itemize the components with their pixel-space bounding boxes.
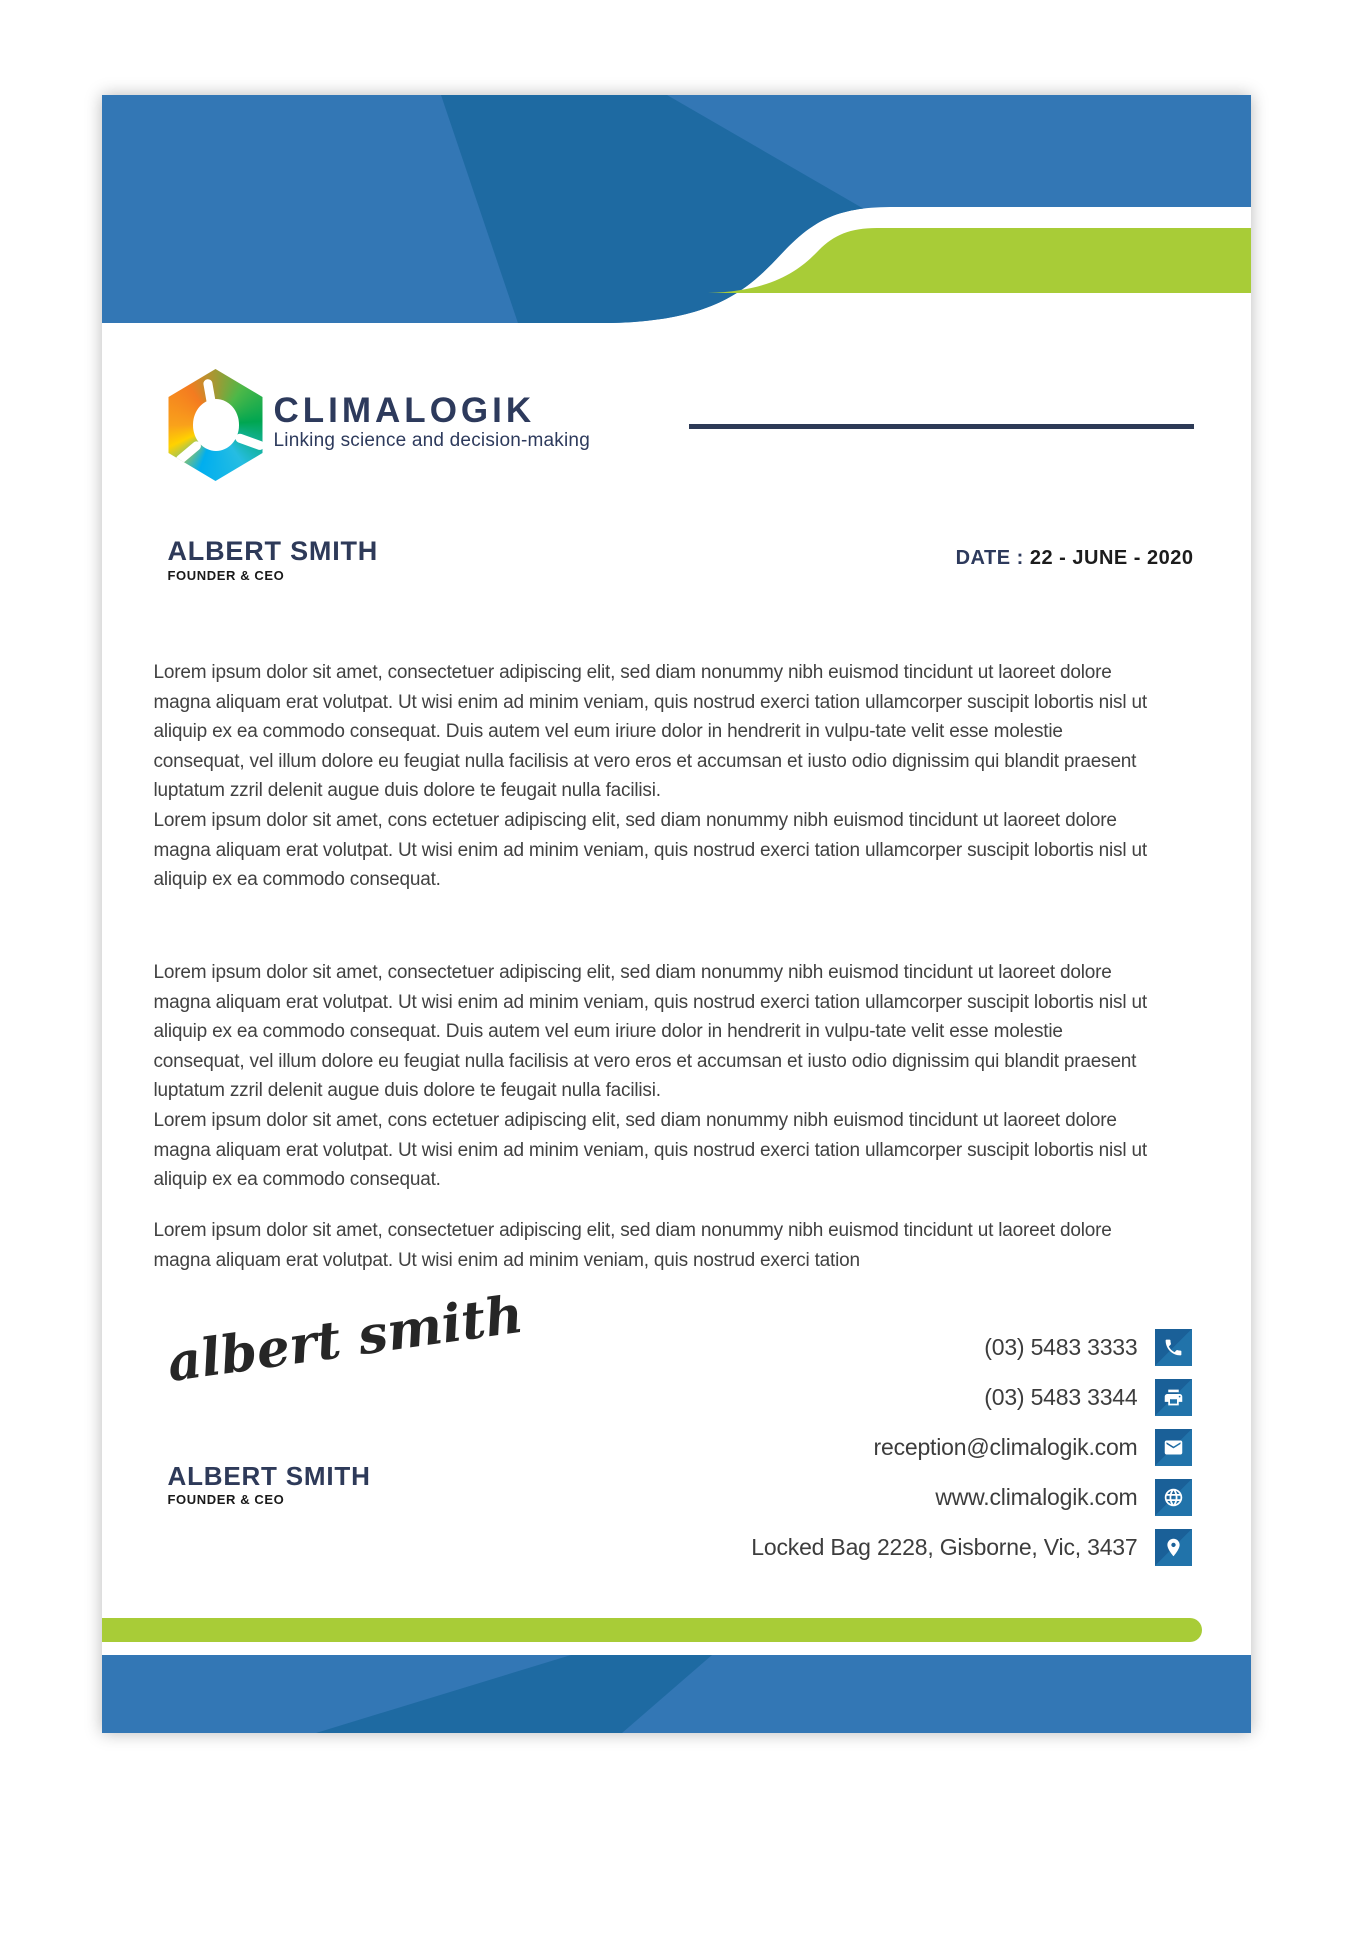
postal-address: Locked Bag 2228, Gisborne, Vic, 3437 <box>751 1534 1138 1560</box>
globe-icon <box>1155 1479 1192 1516</box>
header-graphic <box>102 95 1251 335</box>
body-paragraph: Lorem ipsum dolor sit amet, consectetuer adipiscing elit, sed diam nonummy nibh euismod tincidunt ut laoreet dolore magna aliquam erat volutpat. Ut wisi enim ad minim veniam, quis nostrud exerci tation ullamcorper suscipit lobortis nisl ut aliquip ex ea commodo consequat. Duis autem vel eum iriure dolor in hendrerit in vulpu-tate velit esse molestie consequat, vel illum dolore eu feugiat nulla facilisis at vero eros et accumsan et iusto odio dignissim qui blandit praesent luptatum zzril delenit augue duis dolore te feugait nulla facilisi. <box>153 662 1147 801</box>
date-line <box>956 547 1194 570</box>
header-divider-line <box>689 424 1194 429</box>
phone-icon <box>1155 1329 1192 1366</box>
logo-swirl-notch <box>174 440 203 466</box>
body-paragraph: Lorem ipsum dolor sit amet, cons ectetuer adipiscing elit, sed diam nonummy nibh euismod tincidunt ut laoreet dolore magna aliquam erat volutpat. Ut wisi enim ad minim veniam, quis nostrud exerci tation ullamcorper suscipit lobortis nisl ut aliquip ex ea commodo consequat. <box>153 1110 1147 1190</box>
location-pin-icon <box>1155 1529 1192 1566</box>
contact-block <box>751 1329 1191 1566</box>
date-value: 22 - JUNE - 2020 <box>1029 547 1194 569</box>
sender-block <box>168 538 379 582</box>
logo-hexagon-icon <box>166 369 266 481</box>
signature-block <box>168 1463 371 1506</box>
printer-icon <box>1155 1379 1192 1416</box>
fax-number: (03) 5483 3344 <box>984 1384 1138 1410</box>
body-paragraph: Lorem ipsum dolor sit amet, consectetuer adipiscing elit, sed diam nonummy nibh euismod tincidunt ut laoreet dolore magna aliquam erat volutpat. Ut wisi enim ad minim veniam, quis nostrud exerci tation ullamcorper suscipit lobortis nisl ut aliquip ex ea commodo consequat. Duis autem vel eum iriure dolor in hendrerit in vulpu-tate velit esse molestie consequat, vel illum dolore eu feugiat nulla facilisis at vero eros et accumsan et iusto odio dignissim qui blandit praesent luptatum zzril delenit augue duis dolore te feugait nulla facilisi. <box>153 962 1147 1101</box>
contact-row-email <box>874 1429 1192 1466</box>
footer-blue-band <box>102 1655 1251 1733</box>
contact-row-address <box>751 1529 1191 1566</box>
logo-swirl-notch <box>202 378 216 409</box>
signature-title: FOUNDER & CEO <box>167 1492 285 1507</box>
email-address: reception@climalogik.com <box>873 1434 1138 1460</box>
signature-script: albert smith <box>163 1283 527 1394</box>
contact-row-phone <box>984 1329 1191 1366</box>
sender-title: FOUNDER & CEO <box>167 568 285 583</box>
body-paragraph: Lorem ipsum dolor sit amet, consectetuer adipiscing elit, sed diam nonummy nibh euismod tincidunt ut laoreet dolore magna aliquam erat volutpat. Ut wisi enim ad minim veniam, quis nostrud exerci tation <box>153 1220 1112 1271</box>
footer-green-stripe <box>102 1618 1202 1642</box>
phone-number: (03) 5483 3333 <box>984 1334 1138 1360</box>
contact-row-fax <box>984 1379 1191 1416</box>
email-icon <box>1155 1429 1192 1466</box>
contact-row-website <box>935 1479 1191 1516</box>
body-paragraph: Lorem ipsum dolor sit amet, cons ectetuer adipiscing elit, sed diam nonummy nibh euismod tincidunt ut laoreet dolore magna aliquam erat volutpat. Ut wisi enim ad minim veniam, quis nostrud exerci tation ullamcorper suscipit lobortis nisl ut aliquip ex ea commodo consequat. <box>153 810 1147 890</box>
signature-name: ALBERT SMITH <box>167 1461 371 1491</box>
letterhead-page <box>102 95 1251 1733</box>
brand-tagline: Linking science and decision-making <box>273 430 590 451</box>
sender-name: ALBERT SMITH <box>167 536 379 566</box>
website-url: www.climalogik.com <box>935 1484 1138 1510</box>
brand-name: CLIMALOGIK <box>273 391 536 430</box>
brand-block <box>274 393 590 452</box>
date-label: DATE : <box>955 547 1024 569</box>
logo-swirl-notch <box>234 432 265 451</box>
